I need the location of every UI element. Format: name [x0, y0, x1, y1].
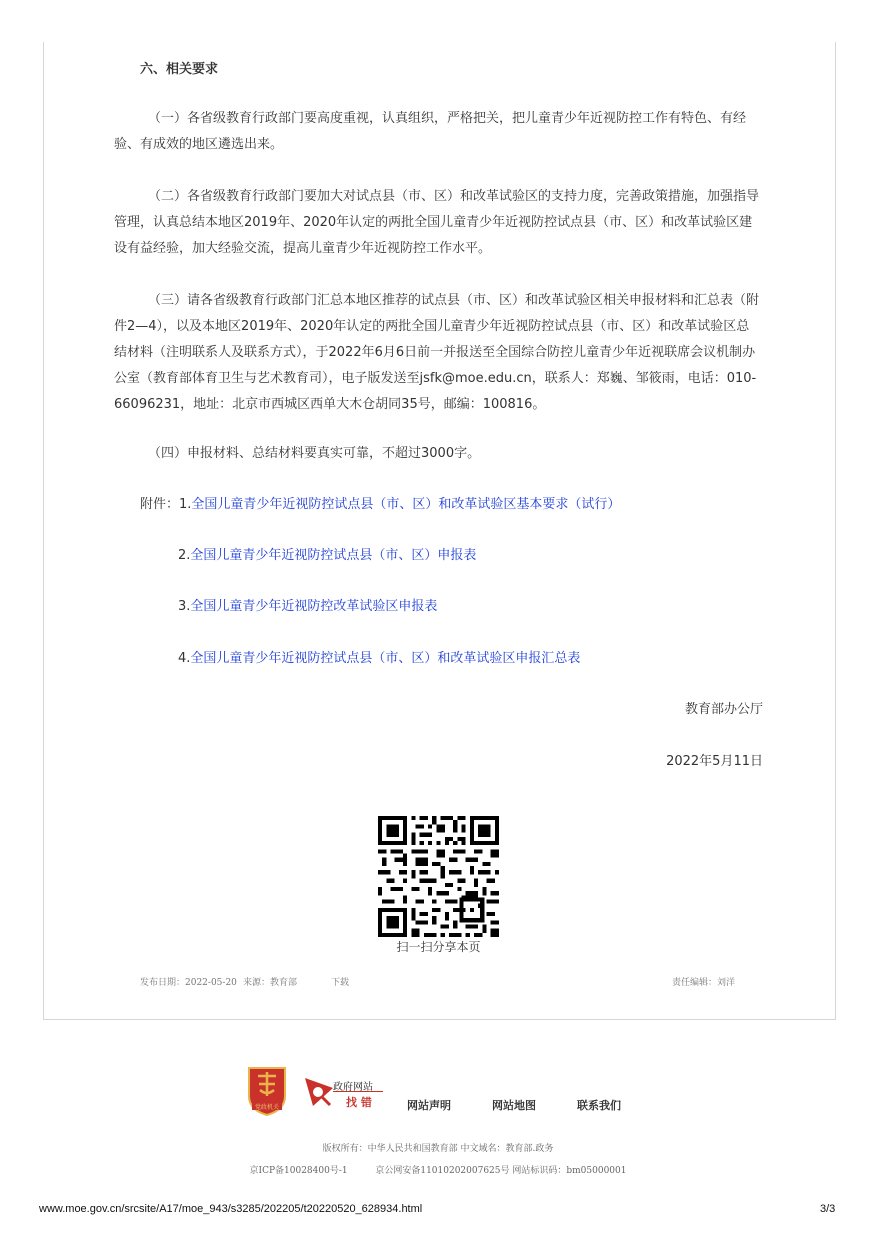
copyright-line: 版权所有：中华人民共和国教育部 中文域名：教育部.政务	[322, 1144, 554, 1154]
print-page-number: 3/3	[820, 1203, 836, 1215]
gov-site-find-error[interactable]	[303, 1076, 387, 1112]
find-error-label: 找 错	[346, 1096, 372, 1109]
attachment-number: 4.	[178, 651, 191, 666]
badge-text: 党政机关	[254, 1104, 279, 1111]
attachment-row-1	[140, 492, 780, 518]
site-map-link[interactable]: 网站地图	[492, 1099, 536, 1112]
source: 来源：教育部	[243, 978, 298, 988]
gov-site-label: 政府网站	[333, 1082, 373, 1093]
requirement-3: （三）请各省级教育行政部门汇总本地区推荐的试点县（市、区）和改革试验区相关申报材料和汇总表（附件2—4），以及本地区2019年、2020年认定的两批全国儿童青少年近视防控试点县（市、区）和改革试验区总结材料（注明联系人及联系方式），于2022年6月6日前一并报送至全国综合防控儿童青少年近视联席会议机制办公室（教育部体育卫生与艺术教育司），电子版发送至jsfk@moe.edu.cn，联系人：郑巍、邹筱雨，电话：010-66096231，地址：北京市西城区西单大木仓胡同35号，邮编：100816。	[114, 293, 760, 412]
party-gov-badge[interactable]	[246, 1066, 288, 1116]
attachment-number: 3.	[178, 599, 191, 614]
attachment-row-3	[178, 594, 778, 620]
attachments-label: 附件：	[140, 497, 180, 512]
attachment-row-4	[178, 646, 778, 672]
attachment-link[interactable]: 全国儿童青少年近视防控试点县（市、区）申报表	[190, 548, 477, 563]
publish-date: 发布日期：2022-05-20	[140, 978, 237, 988]
attachment-number: 2.	[178, 548, 191, 563]
magnifier-icon	[303, 1076, 337, 1110]
download-link[interactable]: 下载	[331, 978, 350, 988]
attachment-number: 1.	[179, 497, 192, 512]
contact-us-link[interactable]: 联系我们	[577, 1099, 621, 1112]
attachment-link[interactable]: 全国儿童青少年近视防控改革试验区申报表	[190, 599, 438, 614]
requirement-2: （二）各省级教育行政部门要加大对试点县（市、区）和改革试验区的支持力度，完善政策措施，加强指导管理，认真总结本地区2019年、2020年认定的两批全国儿童青少年近视防控试点县（市、区）和改革试验区建设有益经验，加大经验交流，提高儿童青少年近视防控工作水平。	[114, 189, 760, 256]
requirement-1: （一）各省级教育行政部门要高度重视，认真组织，严格把关，把儿童青少年近视防控工作有特色、有经验、有成效的地区遴选出来。	[114, 111, 747, 152]
share-caption: 扫一扫分享本页	[396, 940, 481, 954]
attachment-row-2	[178, 543, 778, 569]
requirement-4: （四）申报材料、总结材料要真实可靠，不超过3000字。	[148, 446, 481, 461]
label-divider	[333, 1091, 383, 1092]
print-url: www.moe.gov.cn/srcsite/A17/moe_943/s3285/202205/t20220520_628934.html	[39, 1203, 423, 1215]
section-heading: 六、相关要求	[140, 62, 219, 77]
record-line	[0, 1163, 876, 1176]
site-statement-link[interactable]: 网站声明	[407, 1099, 451, 1112]
issue-date: 2022年5月11日	[666, 754, 763, 769]
icp-record[interactable]: 京ICP备10028400号-1	[249, 1166, 348, 1176]
attachment-link[interactable]: 全国儿童青少年近视防控试点县（市、区）和改革试验区申报汇总表	[190, 651, 581, 666]
editor: 责任编辑：刘洋	[672, 978, 736, 988]
issuer: 教育部办公厅	[684, 702, 763, 717]
police-record[interactable]: 京公网安备11010202007625号 网站标识码：bm05000001	[375, 1166, 627, 1176]
share-qr-code	[378, 816, 499, 937]
attachment-link[interactable]: 全国儿童青少年近视防控试点县（市、区）和改革试验区基本要求（试行）	[191, 497, 621, 512]
